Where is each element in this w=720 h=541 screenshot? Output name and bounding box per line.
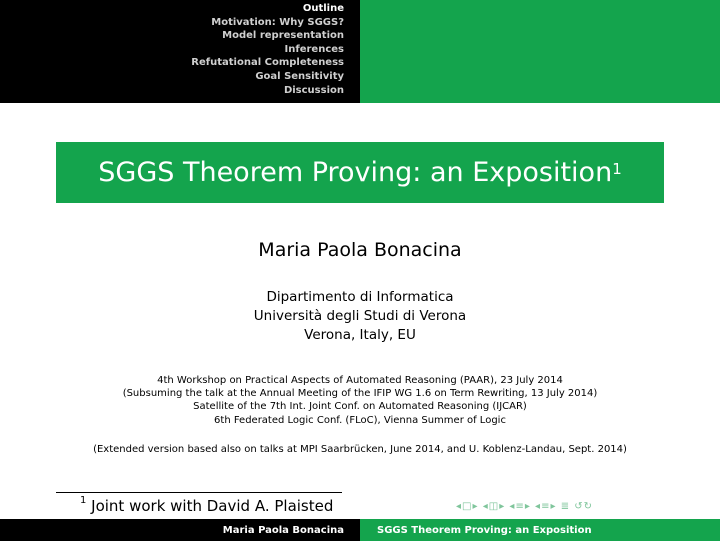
nav-appendix-icon[interactable]: ≡ [541,501,551,512]
outline-item-motivation[interactable]: Motivation: Why SGGS? [211,16,344,28]
title-footnote-mark: 1 [612,159,622,178]
nav-section-next-icon[interactable]: ▸ [524,501,531,512]
slide-title: SGGS Theorem Proving: an Exposition [98,157,613,188]
occasion-line: 4th Workshop on Practical Aspects of Automated Reasoning (PAAR), 23 July 2014 [157,375,563,386]
nav-align-icon[interactable]: ≣ [560,501,571,512]
institution-line: Dipartimento di Informatica [266,289,454,305]
institution-line: Università degli Studi di Verona [253,308,467,324]
navigation-symbols [456,501,593,512]
nav-frame-next-icon[interactable]: ▸ [472,501,479,512]
footer-author-bar [0,519,360,541]
institution-block [0,288,720,345]
occasion-line: Satellite of the 7th Int. Joint Conf. on Automated Reasoning (IJCAR) [193,401,527,413]
nav-subsection-next-icon[interactable]: ▸ [499,501,506,512]
outline-item-refutational-completeness[interactable]: Refutational Completeness [191,57,344,69]
nav-frame-prev-icon[interactable]: ◂ [456,501,463,512]
nav-section-prev-icon[interactable]: ◂ [509,501,516,512]
nav-appendix-next-icon[interactable]: ▸ [550,501,557,512]
occasion-block [0,374,720,427]
nav-subsection-icon[interactable]: ◫ [488,501,500,512]
footer-title: SGGS Theorem Proving: an Exposition [377,524,592,536]
footnote-mark: 1 [80,495,87,506]
footnote [80,497,333,515]
outline-item-goal-sensitivity[interactable]: Goal Sensitivity [255,70,344,82]
headline-green-bar [360,0,720,103]
nav-subsection-prev-icon[interactable]: ◂ [482,501,489,512]
outline-item-discussion[interactable]: Discussion [283,84,344,96]
footnote-text: Joint work with David A. Plaisted [91,497,334,515]
title-box [56,142,664,203]
footnote-rule [56,492,342,493]
outline-item-outline[interactable]: Outline [302,3,344,14]
outline-item-model-representation[interactable]: Model representation [222,30,344,42]
section-outline [191,2,344,97]
nav-search-icon[interactable]: ↺↻ [574,501,594,512]
nav-frame-icon[interactable]: □ [462,501,473,512]
author-name: Maria Paola Bonacina [258,239,462,261]
outline-item-inferences[interactable]: Inferences [284,43,344,55]
footer-title-bar [360,519,720,541]
nav-section-icon[interactable]: ≡ [515,501,525,512]
nav-appendix-prev-icon[interactable]: ◂ [535,501,542,512]
extended-version-note: (Extended version based also on talks at MPI Saarbrücken, June 2014, and U. Koblenz-Landau, Sept. 2014) [93,444,627,455]
footer-author: Maria Paola Bonacina [222,524,344,536]
institution-line: Verona, Italy, EU [304,327,416,343]
headline-black-bar [0,0,360,103]
occasion-line: (Subsuming the talk at the Annual Meeting of the IFIP WG 1.6 on Term Rewriting, 13 July 2014) [122,388,598,400]
occasion-line: 6th Federated Logic Conf. (FLoC), Vienna Summer of Logic [214,414,506,426]
